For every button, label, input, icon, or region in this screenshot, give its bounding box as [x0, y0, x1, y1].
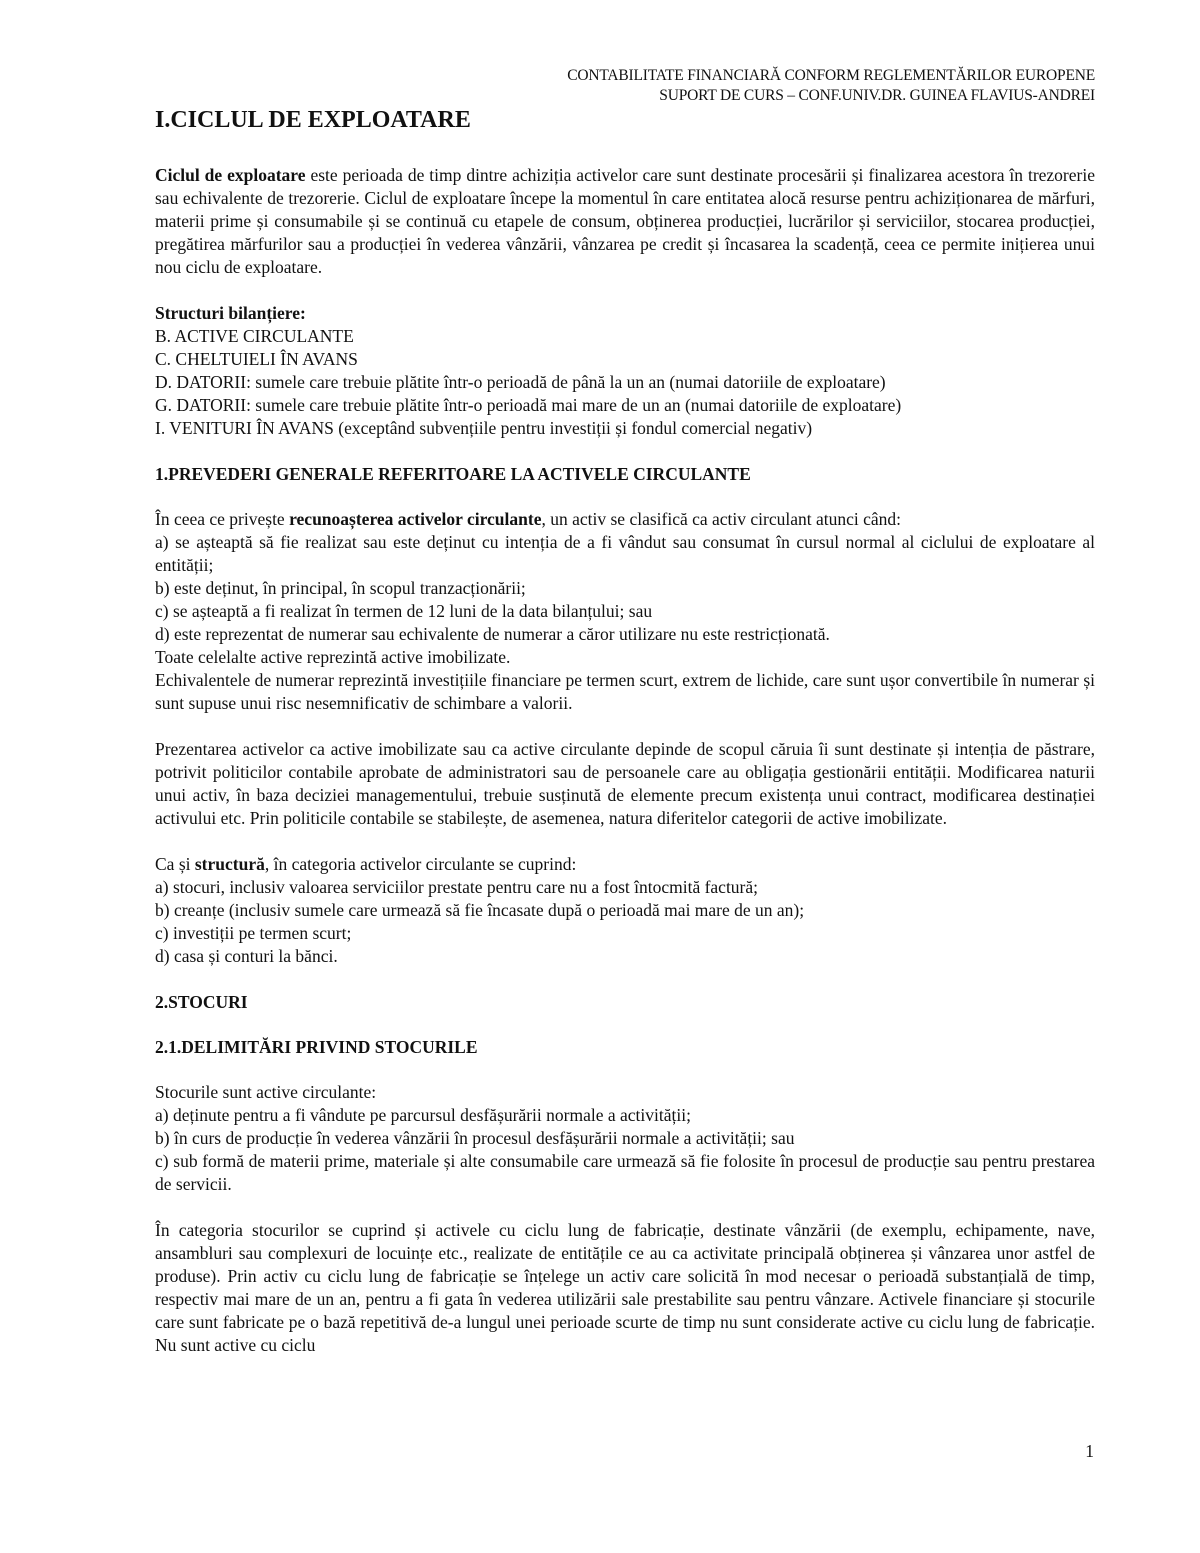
inventory-item: a) deținute pentru a fi vândute pe parcursul desfășurării normale a activității;: [155, 1105, 691, 1125]
structures-heading: Structuri bilanțiere:: [155, 303, 306, 323]
lead-text: , un activ se clasifică ca activ circulant atunci când:: [541, 509, 902, 529]
section-2-heading: 2.STOCURI: [155, 992, 248, 1012]
criteria-item: d) este reprezentat de numerar sau echivalente de numerar a căror utilizare nu este restricționată.: [155, 624, 830, 644]
structure-list-item: d) casa și conturi la bănci.: [155, 946, 338, 966]
criteria-item: a) se așteaptă să fie realizat sau este deținut cu intenția de a fi vândut sau consumat în cursul normal al ciclului de exploatare al entității;: [155, 532, 1095, 575]
structure-lead: [155, 853, 1095, 876]
lead-text: În ceea ce privește: [155, 509, 290, 529]
recognition-lead: [155, 508, 1095, 531]
page-number: 1: [1085, 1441, 1094, 1461]
cash-equivalents-text: Echivalentele de numerar reprezintă investițiile financiare pe termen scurt, extrem de lichide, care sunt ușor convertibile în numerar și sunt supuse unui risc nesemnificativ de schimbare a valorii.: [155, 670, 1095, 713]
inventory-lead: Stocurile sunt active circulante:: [155, 1082, 377, 1102]
lead-text: , în categoria activelor circulante se cuprind:: [264, 854, 577, 874]
criteria-item: c) se așteaptă a fi realizat în termen de 12 luni de la data bilanțului; sau: [155, 601, 653, 621]
intro-text: este perioada de timp dintre achiziția activelor care sunt destinate procesării și finalizarea acestora în trezorerie sau echivalente de trezorerie. Ciclul de exploatare începe la momentul în care entitatea alocă resurse pentru achiziționarea de mărfuri, materii prime și consumabile și se continuă cu etapele de consum, obținerea producției, lucrărilor și serviciilor, stocarea producției, pregătirea mărfurilor sau a producției în vederea vânzării, vânzarea pe credit și încasarea la scadență, ceea ce permite inițierea unui nou ciclu de exploatare.: [155, 165, 1095, 277]
lead-text: Ca și: [155, 854, 195, 874]
structure-item: I. VENITURI ÎN AVANS (exceptând subvențiile pentru investiții și fondul comercial negativ): [155, 418, 813, 438]
document-body: [155, 104, 1095, 1357]
inventory-item: c) sub formă de materii prime, materiale și alte consumabile care urmează să fie folosite în procesul de producție sau pentru prestarea de servicii.: [155, 1151, 1095, 1194]
presentation-paragraph: Prezentarea activelor ca active imobilizate sau ca active circulante depinde de scopul căruia îi sunt destinate și intenția de păstrare, potrivit politicilor contabile aprobate de administratori sau de persoanele care au obligația gestionării entității. Modificarea naturii unui activ, în baza deciziei managementului, trebuie susținută de elemente precum existența unui contract, modificarea destinației activului etc. Prin politicile contabile se stabilește, de asemenea, natura diferitelor categorii de active imobilizate.: [155, 739, 1095, 828]
criteria-item: b) este deținut, în principal, în scopul tranzacționării;: [155, 578, 526, 598]
running-header: [567, 66, 1095, 106]
lead-bold: recunoașterea activelor circulante: [289, 509, 542, 529]
structure-list-item: a) stocuri, inclusiv valoarea serviciilor prestate pentru care nu a fost întocmită factură;: [155, 877, 759, 897]
section-1-heading: 1.PREVEDERI GENERALE REFERITOARE LA ACTIVELE CIRCULANTE: [155, 464, 751, 484]
structure-list-item: c) investiții pe termen scurt;: [155, 923, 352, 943]
structure-item: G. DATORII: sumele care trebuie plătite într-o perioadă mai mare de un an (numai datoriile de exploatare): [155, 395, 902, 415]
intro-paragraph: [155, 164, 1095, 279]
header-line-2: SUPORT DE CURS – CONF.UNIV.DR. GUINEA FLAVIUS-ANDREI: [659, 87, 1095, 104]
intro-term: Ciclul de exploatare: [155, 165, 306, 185]
chapter-title: I.CICLUL DE EXPLOATARE: [155, 107, 471, 133]
other-assets-text: Toate celelalte active reprezintă active imobilizate.: [155, 647, 511, 667]
long-cycle-paragraph: În categoria stocurilor se cuprind și activele cu ciclu lung de fabricație, destinate vânzării (de exemplu, echipamente, nave, ansambluri sau complexuri de locuințe etc., realizate de entitățile ce au ca activitate principală obținerea și vânzarea unor astfel de produse). Prin activ cu ciclu lung de fabricație se înțelege un activ care solicită în mod necesar o perioadă substanțială de timp, respectiv mai mare de un an, pentru a fi gata în vederea utilizării sale prestabilite sau pentru vânzare. Activele financiare și stocurile care sunt fabricate pe o bază repetitivă de-a lungul unei perioade scurte de timp nu sunt considerate active cu ciclu lung de fabricație. Nu sunt active cu ciclu: [155, 1220, 1095, 1355]
lead-bold: structură: [194, 854, 265, 874]
structure-item: B. ACTIVE CIRCULANTE: [155, 326, 354, 346]
header-line-1: CONTABILITATE FINANCIARĂ CONFORM REGLEMENTĂRILOR EUROPENE: [567, 67, 1095, 84]
section-2-1-heading: 2.1.DELIMITĂRI PRIVIND STOCURILE: [155, 1037, 478, 1057]
structure-item: D. DATORII: sumele care trebuie plătite într-o perioadă de până la un an (numai datoriile de exploatare): [155, 372, 886, 392]
structure-block: [155, 853, 1095, 968]
inventory-item: b) în curs de producție în vederea vânzării în procesul desfășurării normale a activității; sau: [155, 1128, 795, 1148]
structure-list-item: b) creanțe (inclusiv sumele care urmează să fie încasate după o perioadă mai mare de un an);: [155, 900, 805, 920]
inventory-definition: [155, 1081, 1095, 1196]
balance-structures: [155, 302, 1095, 440]
structure-item: C. CHELTUIELI ÎN AVANS: [155, 349, 358, 369]
recognition-block: [155, 508, 1095, 715]
